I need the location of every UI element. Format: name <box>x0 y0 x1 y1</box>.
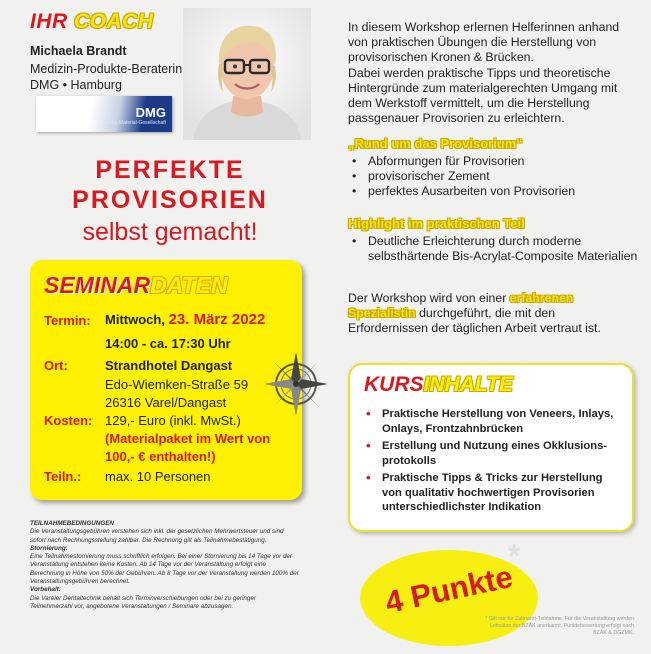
ort-city: 26316 Varel/Dangast <box>105 395 227 410</box>
workshop-text-after: durchgeführt, die mit den Erfordernissen der täglichen Arbeit vertraut ist. <box>348 306 601 335</box>
compass-rose-icon <box>262 350 330 418</box>
teiln-value: max. 10 Personen <box>105 469 211 484</box>
termin-value <box>105 311 265 328</box>
list-item: • Deutliche Erleichterung durch moderne selbsthärtende Bis-Acrylat-Composite Materialien <box>348 234 638 264</box>
portrait-illustration <box>183 8 311 140</box>
list-item: • Praktische Herstellung von Veneers, Inlays, Onlays, Frontzahnbrücken <box>364 407 624 436</box>
list-item: • Abformungen für Provisorien <box>348 154 638 169</box>
section-heading-provisorium: „Rund um das Provisorium“ <box>348 136 523 151</box>
dmg-logo-tagline: Dental-Material-Gesellschaft <box>102 120 166 126</box>
coach-portrait <box>183 8 311 140</box>
seminar-heading <box>44 272 228 299</box>
coach-heading-part1: IHR <box>30 10 68 33</box>
seminar-heading-part1: SEMINAR <box>44 272 151 298</box>
title-line-2: PROVISORIEN <box>72 186 268 214</box>
vorbehalt-text: Die Vareler Dentaltechnik behält sich Terminverschiebungen oder bei zu geringer Teilnehmerzahl vor, angebotene Veranstaltungen / Seminare abzusagen. <box>30 594 256 610</box>
termin-time <box>105 336 231 351</box>
kosten-label: Kosten: <box>44 413 93 428</box>
kosten-material-1: (Materialpaket im Wert von <box>105 431 271 446</box>
termin-time-text: 14:00 - ca. 17:30 Uhr <box>105 336 231 351</box>
coach-role: Medizin-Produkte-Beraterin <box>30 62 183 76</box>
points-badge-text: 4 Punkte <box>382 558 516 621</box>
asterisk-icon: * <box>508 538 521 574</box>
list-item: • Praktische Tipps & Tricks zur Herstellung von qualitativ hochwertigen Provisorien unterschiedlichster Indikation <box>364 471 624 515</box>
course-heading-part1: KURS <box>364 373 424 396</box>
intro-paragraph-1: In diesem Workshop erlernen Helferinnen anhand von praktischen Übungen die Herstellung von provisorischen Kronen & Brücken. <box>348 20 620 64</box>
course-heading-part2: INHALTE <box>423 373 513 396</box>
coach-location: DMG • Hamburg <box>30 78 122 92</box>
termin-day: Mittwoch, <box>105 312 165 327</box>
ort-street: Edo-Wiemken-Straße 59 <box>105 377 249 392</box>
coach-heading-part2: COACH <box>74 10 154 33</box>
workshop-text-before: Der Workshop wird von einer <box>348 291 507 305</box>
participation-conditions <box>30 520 300 611</box>
dmg-logo-card <box>36 96 172 132</box>
storno-heading: Stornierung: <box>30 544 68 552</box>
ort-name <box>105 358 232 373</box>
coach-name: Michaela Brandt <box>30 44 127 58</box>
intro-paragraph-2: Dabei werden praktische Tipps und theoretische Hintergründe zum materialgerechten Umgang mit dem Werkstoff vermittelt, um die Herstellung passgenauer Provisorien zu erleichtern. <box>348 66 618 125</box>
section-heading-highlight: Highlight im praktischen Teil <box>348 216 525 231</box>
vorbehalt-heading: Vorbehalt: <box>30 586 61 594</box>
list-item: • Erstellung und Nutzung eines Okklusions-protokolls <box>364 439 624 468</box>
dmg-logo: DMG <box>135 105 166 120</box>
seminar-heading-part2: DATEN <box>150 272 228 298</box>
teiln-label: Teiln.: <box>44 469 82 484</box>
workshop-highlight: erfahrenen Spezialistin <box>348 291 574 320</box>
ort-label: Ort: <box>44 358 68 373</box>
highlight-list <box>348 234 638 264</box>
course-contents-box <box>348 363 634 532</box>
title-line-3: selbst gemacht! <box>82 218 258 246</box>
list-item: • provisorischer Zement <box>348 169 638 184</box>
kosten-material-2: 100,- € enthalten!) <box>105 449 216 464</box>
termin-label: Termin: <box>44 313 91 328</box>
points-footnote: * Gilt nur für Zahnarzt-Teilnahme. Für die Veranstaltung werden Leitsätze der BZÄK anerkannt. Punktebewertung erfolgt nach BZÄK & DGZMK. <box>485 616 634 636</box>
list-item: • perfektes Ausarbeiten von Provisorien <box>348 184 638 199</box>
title-line-1: PERFEKTE <box>95 156 245 184</box>
course-contents-list <box>364 407 624 518</box>
coach-heading <box>30 10 154 34</box>
workshop-paragraph <box>348 291 638 336</box>
course-contents-heading <box>364 373 513 397</box>
ort-name-text: Strandhotel Dangast <box>105 358 233 373</box>
termin-date: 23. März 2022 <box>168 311 266 328</box>
conditions-text: Die Veranstaltungsgebühren verstehen sich inkl. der gesetzlichen Mehrwertsteuer und sind sofort nach Rechnungsstellung zahlbar. Die Rechnung gilt als Teilnahmebestätigung. <box>30 528 284 544</box>
storno-text: Eine Teilnahmestornierung muss schriftlich erfolgen. Bei einer Stornierung bis 14 Tage vor der Veranstaltung entstehen keine Kosten. Ab 14 Tage vor der Veranstaltung erfolgt eine Berechnung in Höhe von 50% der Gebühren. Ab 8 Tage vor der Veranstaltung werden 100% der Veranstaltungsgebühren berechnet. <box>30 553 299 586</box>
provisorium-list <box>348 154 638 199</box>
conditions-heading: TEILNAHMEBEDINGUNGEN <box>30 520 114 527</box>
kosten-price: 129,- Euro (inkl. MwSt.) <box>105 413 241 428</box>
